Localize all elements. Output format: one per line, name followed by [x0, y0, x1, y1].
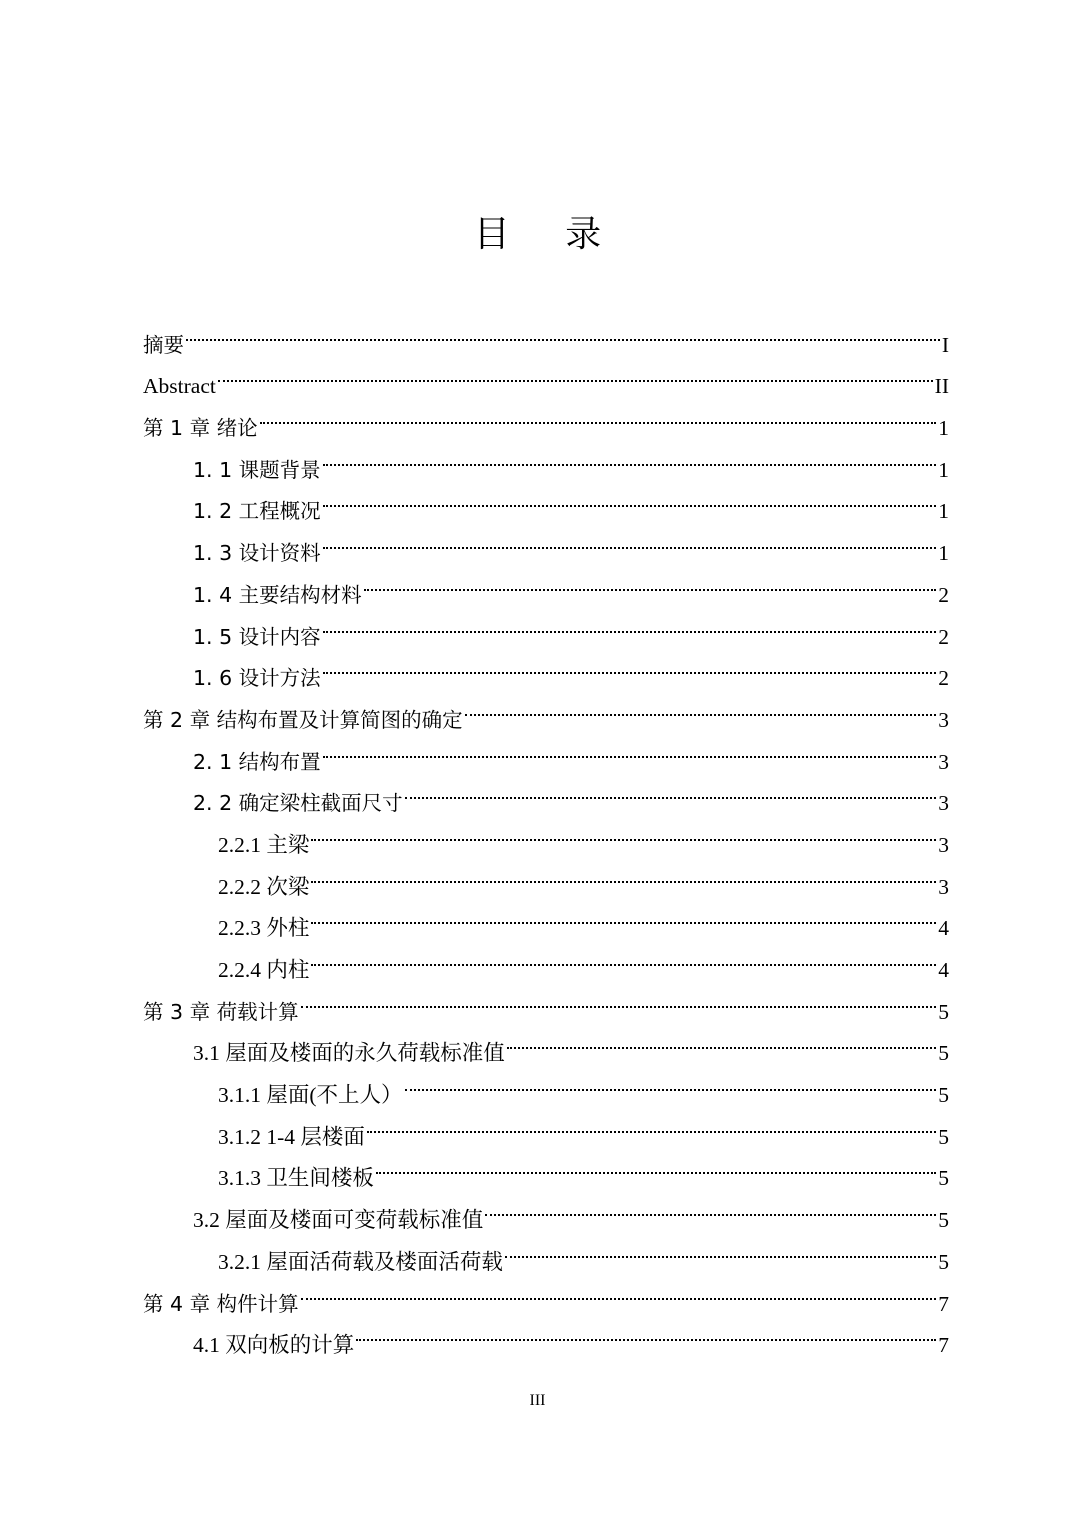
toc-dot-leader	[376, 1144, 936, 1186]
toc-dot-leader	[323, 435, 937, 477]
toc-dot-leader	[218, 352, 933, 394]
toc-entry-label: 摘要	[143, 332, 184, 357]
toc-dot-leader	[323, 727, 937, 769]
page-title: 目 录	[473, 214, 624, 255]
toc-entry-page: 4	[938, 958, 949, 982]
toc-entry-label: 3.1 屋面及楼面的永久荷载标准值	[193, 1041, 505, 1066]
toc-entry-page: 1	[938, 457, 949, 482]
toc-dot-leader	[260, 393, 937, 435]
toc-dot-leader	[323, 477, 937, 519]
toc-entry-label: 2.2.4 内柱	[218, 958, 310, 982]
toc-entry-page: 5	[938, 1208, 949, 1233]
toc-entry-page: 3	[938, 707, 949, 732]
toc-dot-leader	[186, 310, 940, 352]
toc-dot-leader	[323, 644, 937, 686]
toc-entry-label: 3.1.1 屋面(不上人）	[218, 1083, 403, 1108]
toc-dot-leader	[356, 1311, 936, 1353]
toc-dot-leader	[465, 685, 937, 727]
toc-entry-label: 3.2.1 屋面活荷载及楼面活荷载	[218, 1249, 503, 1274]
toc-entry-page: 1	[938, 541, 949, 566]
toc-entry-label: 第 4 章 构件计算	[143, 1291, 299, 1316]
toc-entry-label: 1. 3 设计资料	[193, 541, 321, 566]
toc-dot-leader	[311, 852, 936, 894]
toc-entry-label: 1. 5 设计内容	[193, 624, 321, 649]
toc-entry-label: 1. 2 工程概况	[193, 499, 321, 524]
toc-entry-page: 2	[938, 582, 949, 607]
toc-entry-label: 2. 2 确定梁柱截面尺寸	[193, 791, 403, 816]
toc-entry-label: 4.1 双向板的计算	[193, 1333, 355, 1358]
toc-entry-label: 1. 6 设计方法	[193, 666, 321, 691]
toc-dot-leader	[311, 810, 936, 852]
toc-entry-page: 3	[938, 791, 949, 816]
toc-dot-leader	[323, 518, 937, 560]
toc-entry-label: 2.2.3 外柱	[218, 916, 310, 941]
toc-entry-label: 2.2.2 次梁	[218, 874, 310, 899]
toc-dot-leader	[507, 1019, 936, 1061]
toc-entry-label: 第 2 章 结构布置及计算简图的确定	[143, 707, 463, 732]
toc-dot-leader	[405, 769, 937, 811]
toc-entry-page: 4	[938, 916, 949, 941]
toc-entry-page: 1	[938, 416, 949, 441]
toc-entry-page: I	[941, 332, 949, 357]
toc-dot-leader	[323, 602, 937, 644]
toc-entry-page: 3	[938, 832, 949, 857]
toc-entry-page: 5	[938, 1124, 949, 1149]
toc-entry-label: Abstract	[143, 374, 216, 399]
toc-dot-leader	[311, 935, 936, 977]
toc-dot-leader	[311, 894, 936, 936]
toc-entry[interactable]	[143, 393, 949, 441]
toc-entry-label: 3.2 屋面及楼面可变荷载标准值	[193, 1208, 484, 1233]
toc-entry-page: 1	[938, 499, 949, 524]
toc-entry-label: 2.2.1 主梁	[218, 832, 310, 857]
toc-entry-page: 5	[938, 999, 949, 1024]
toc-entry-label: 3.1.3 卫生间楼板	[218, 1166, 374, 1191]
toc-entry-label: 1. 1 课题背景	[193, 457, 321, 482]
toc-dot-leader	[364, 560, 937, 602]
toc-entry-label: 1. 4 主要结构材料	[193, 582, 362, 607]
toc-dot-leader	[485, 1185, 936, 1227]
toc-entry-label: 3.1.2 1-4 层楼面	[218, 1124, 365, 1149]
table-of-contents	[143, 310, 949, 1358]
toc-entry-page: 7	[938, 1333, 949, 1358]
toc-entry-page: 5	[938, 1041, 949, 1066]
toc-entry-page: 5	[938, 1166, 949, 1191]
toc-dot-leader	[405, 1060, 937, 1102]
toc-entry-label: 第 1 章 绪论	[143, 416, 258, 441]
toc-dot-leader	[367, 1102, 936, 1144]
toc-entry-page: 5	[938, 1083, 949, 1108]
toc-entry-page: 2	[938, 624, 949, 649]
toc-dot-leader	[301, 977, 937, 1019]
toc-entry[interactable]	[143, 310, 949, 357]
toc-dot-leader	[301, 1269, 937, 1311]
page-number: III	[529, 1392, 546, 1409]
toc-entry-page: 7	[938, 1291, 949, 1316]
toc-entry[interactable]	[143, 435, 949, 482]
toc-entry[interactable]	[143, 352, 949, 399]
toc-entry-page: II	[934, 374, 949, 399]
toc-entry-label: 2. 1 结构布置	[193, 749, 321, 774]
toc-dot-leader	[505, 1227, 936, 1269]
toc-entry-label: 第 3 章 荷载计算	[143, 999, 299, 1024]
toc-entry-page: 3	[938, 874, 949, 899]
toc-entry-page: 3	[938, 749, 949, 774]
toc-entry-page: 2	[938, 666, 949, 691]
toc-entry-page: 5	[938, 1249, 949, 1274]
